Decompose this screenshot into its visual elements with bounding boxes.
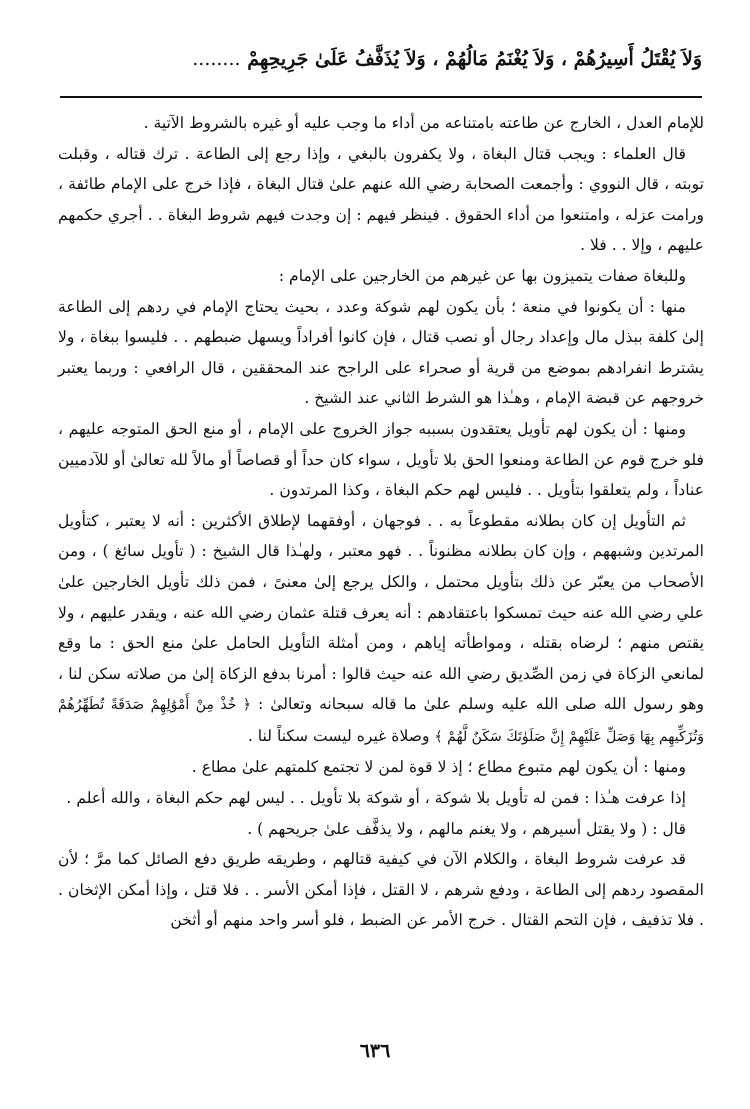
paragraph: ومنها : أن يكون لهم متبوع مطاع ؛ إذ لا قوة لمن لا تجتمع كلمتهم علىٰ مطاع . bbox=[191, 758, 686, 777]
header-text: وَلاَ يُقْتَلُ أَسِيرُهُمْ ، وَلاَ يُغْنَمُ مَالُهُمْ ، وَلاَ يُذَفَّفُ عَلَىٰ جَرِيحِهِمْ bbox=[247, 48, 702, 70]
page-body bbox=[58, 108, 704, 936]
paragraph: وللبغاة صفات يتميزون بها عن غيرهم من الخارجين على الإمام : bbox=[278, 266, 686, 285]
paragraph-with-verse bbox=[58, 506, 704, 753]
paragraph: إذا عرفت هـٰذا : فمن له تأويل بلا شوكة ، أو شوكة بلا تأويل . . ليس لهم حكم البغاة ، والله أعلم . bbox=[66, 789, 686, 808]
paragraph: منها : أن يكونوا في منعة ؛ بأن يكون لهم شوكة وعدد ، بحيث يحتاج الإمام في ردهم إلى الطاعة إلىٰ كلفة ببذل مال وإعداد رجال أو نصب قتال ، فإن كانوا أفراداً ويسهل ضبطهم . . فليسوا ببغاة ، ولا يشترط انفرادهم بموضع من قرية أو صحراء على الراجح عند المحققين ، قال الرافعي : وربما يعتبر خروجهم عن قبضة الإمام ، وهـٰذا هو الشرط الثاني عند الشيخ . bbox=[58, 297, 704, 408]
paragraph: قال العلماء : ويجب قتال البغاة ، ولا يكفرون بالبغي ، وإذا رجع إلى الطاعة . ترك قتاله ، وقبلت توبته ، قال النووي : وأجمعت الصحابة رضي الله عنهم علىٰ قتال البغاة ، فإذا خرج على الإمام طائفة ، ورامت عزله ، وامتنعوا من أداء الحقوق . فينظر فيهم : إن وجدت فيهم شروط البغاة . . أجري حكمهم عليهم ، وإلا . . فلا . bbox=[58, 144, 704, 255]
running-header bbox=[60, 48, 702, 70]
paragraph: ومنها : أن يكون لهم تأويل يعتقدون بسببه جواز الخروج على الإمام ، أو منع الحق المتوجه عليهم ، فلو خرج قوم عن الطاعة ومنعوا الحق بلا تأويل ، سواء كان حداً أو قصاصاً أو مالاً لله تعالىٰ أو للآدميين عناداً ، ولم يتعلقوا بتأويل . . فليس لهم حكم البغاة ، وكذا المرتدون . bbox=[58, 419, 704, 500]
paragraph: للإمام العدل ، الخارج عن طاعته بامتناعه من أداء ما وجب عليه أو غيره بالشروط الآتية . bbox=[143, 114, 704, 132]
paragraph-text: ثم التأويل إن كان بطلانه مقطوعاً به . . فوجهان ، أوفقهما لإطلاق الأكثرين : أنه لا يعتبر ، كتأويل المرتدين وشبههم ، وإن كان بطلانه مظنوناً . . فهو معتبر ، ولهـٰذا قال الشيخ : ( تأويل سائغ ) ، ومن الأصحاب من يعبّر عن ذلك بتأويل محتمل ، والكل يرجع إلىٰ معنىً ، فمن ذلك تأويل الخارجين علىٰ علي رضي الله عنه حيث تمسكوا باعتقادهم : أنه يعرف قتلة عثمان رضي الله عنه ، ويقدر عليهم ، ولا يقتص منهم ؛ لرضاه بقتله ، ومواطأته إياهم ، ومن أمثلة التأويل الحامل علىٰ منع الحق : ما وقع لمانعي الزكاة في زمن الصِّديق رضي الله عنه حيث قالوا : أمرنا بدفع الزكاة إلىٰ من صلاته سكن لنا ، وهو رسول الله صلى الله عليه وسلم علىٰ ما قاله سبحانه وتعالىٰ : bbox=[58, 511, 704, 714]
quran-verse: ﴿ خُذْ مِنْ أَمْوَٰلِهِمْ صَدَقَةً تُطَهِّرُهُمْ وَتُزَكِّيهِم بِهَا وَصَلِّ عَلَيْهِمْ إِنَّ صَلَوٰتَكَ سَكَنٌ لَّهُمْ ﴾ bbox=[58, 697, 704, 745]
paragraph: قد عرفت شروط البغاة ، والكلام الآن في كيفية قتالهم ، وطريقه طريق دفع الصائل كما مرَّ ؛ لأن المقصود ردهم إلى الطاعة ، ودفع شرهم ، لا القتل ، فإذا أمكن الأسر . . فلا قتل ، وإذا أمكن الإثخان . . فلا تذفيف ، فإن التحم القتال . خرج الأمر عن الضبط ، فلو أسر واحد منهم أو أثخن bbox=[58, 850, 704, 930]
header-rule bbox=[60, 96, 702, 98]
page-number: ٦٣٦ bbox=[359, 1040, 391, 1062]
paragraph: قال : ( ولا يقتل أسيرهم ، ولا يغنم مالهم ، ولا يذفَّف علىٰ جريحهم ) . bbox=[247, 819, 686, 838]
paragraph-tail: وصلاة غيره ليست سكناً لنا . bbox=[247, 726, 430, 745]
header-dots: ........ bbox=[192, 48, 241, 70]
